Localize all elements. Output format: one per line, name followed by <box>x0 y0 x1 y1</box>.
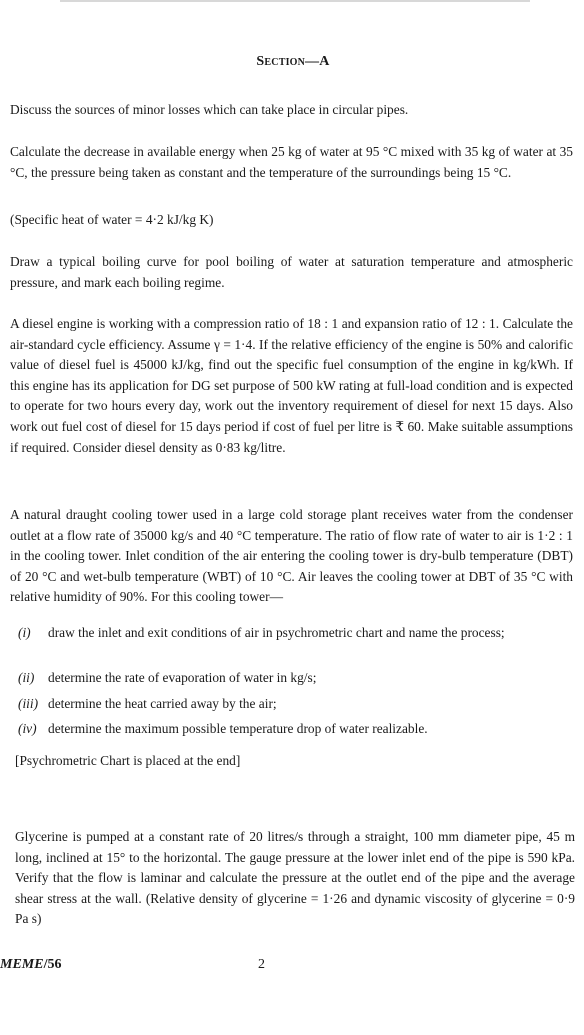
question-1: Discuss the sources of minor losses which can take place in circular pipes. <box>10 102 409 117</box>
question-5-part-iii <box>18 694 574 715</box>
question-2-note: (Specific heat of water = 4·2 kJ/kg K) <box>10 212 214 227</box>
paper-code <box>0 955 61 976</box>
paper-code-number: /56 <box>43 957 62 972</box>
question-2: Calculate the decrease in available energy when 25 kg of water at 95 °C mixed with 35 kg of water at 35 °C, the pressure being taken as constant and the temperature of the surroundings being 15 °C. <box>10 144 573 180</box>
part-number: (ii) <box>18 670 35 685</box>
section-title: Section—A <box>256 54 330 69</box>
part-number: (iii) <box>18 696 39 711</box>
question-5-part-i <box>18 623 574 644</box>
question-3: Draw a typical boiling curve for pool boiling of water at saturation temperature and atmospheric pressure, and mark each boiling regime. <box>10 254 573 290</box>
question-6: Glycerine is pumped at a constant rate of 20 litres/s through a straight, 100 mm diameter pipe, 45 m long, inclined at 15° to the horizontal. The gauge pressure at the lower inlet end of the pipe is 590 kPa. Verify that the flow is laminar and calculate the pressure at the outlet end of the pipe and the average shear stress at the wall. (Relative density of glycerine = 1·26 and dynamic viscosity of glycerine = 0·9 Pa s) <box>15 829 575 927</box>
question-5-note: [Psychrometric Chart is placed at the end] <box>15 753 241 768</box>
question-5: A natural draught cooling tower used in a large cold storage plant receives water from the condenser outlet at a flow rate of 35000 kg/s and 40 °C temperature. The ratio of flow rate of water to air is 1·2 : 1 in the cooling tower. Inlet condition of the air entering the cooling tower is dry-bulb temperature (DBT) of 20 °C and wet-bulb temperature (WBT) of 10 °C. Air leaves the cooling tower at DBT of 35 °C with relative humidity of 90%. For this cooling tower— <box>10 507 573 605</box>
part-number: (iv) <box>18 721 37 736</box>
page-number: 2 <box>258 957 265 972</box>
question-5-part-iv <box>18 719 574 740</box>
question-4: A diesel engine is working with a compression ratio of 18 : 1 and expansion ratio of 12 : 1. Calculate the air-standard cycle efficiency. Assume γ = 1·4. If the relative efficiency of the engine is 50% and calorific value of diesel fuel is 45000 kJ/kg, find out the specific fuel consumption of the engine in kg/kWh. If this engine has its application for DG set purpose of 500 kW rating at full-load condition and is expected to operate for two hours every day, work out the inventory requirement of diesel for next 15 days. Also work out fuel cost of diesel for 15 days period if cost of fuel per litre is ₹ 60. Make suitable assumptions if required. Consider diesel density as 0·83 kg/litre. <box>10 316 573 455</box>
part-text: determine the maximum possible temperature drop of water realizable. <box>48 721 428 736</box>
part-text: determine the heat carried away by the air; <box>48 696 277 711</box>
part-number: (i) <box>18 625 31 640</box>
paper-code-script: MEME <box>0 957 44 972</box>
part-text: draw the inlet and exit conditions of air in psychrometric chart and name the process; <box>48 625 505 640</box>
question-5-part-ii <box>18 668 574 689</box>
part-text: determine the rate of evaporation of water in kg/s; <box>48 670 317 685</box>
top-rule <box>60 0 530 2</box>
